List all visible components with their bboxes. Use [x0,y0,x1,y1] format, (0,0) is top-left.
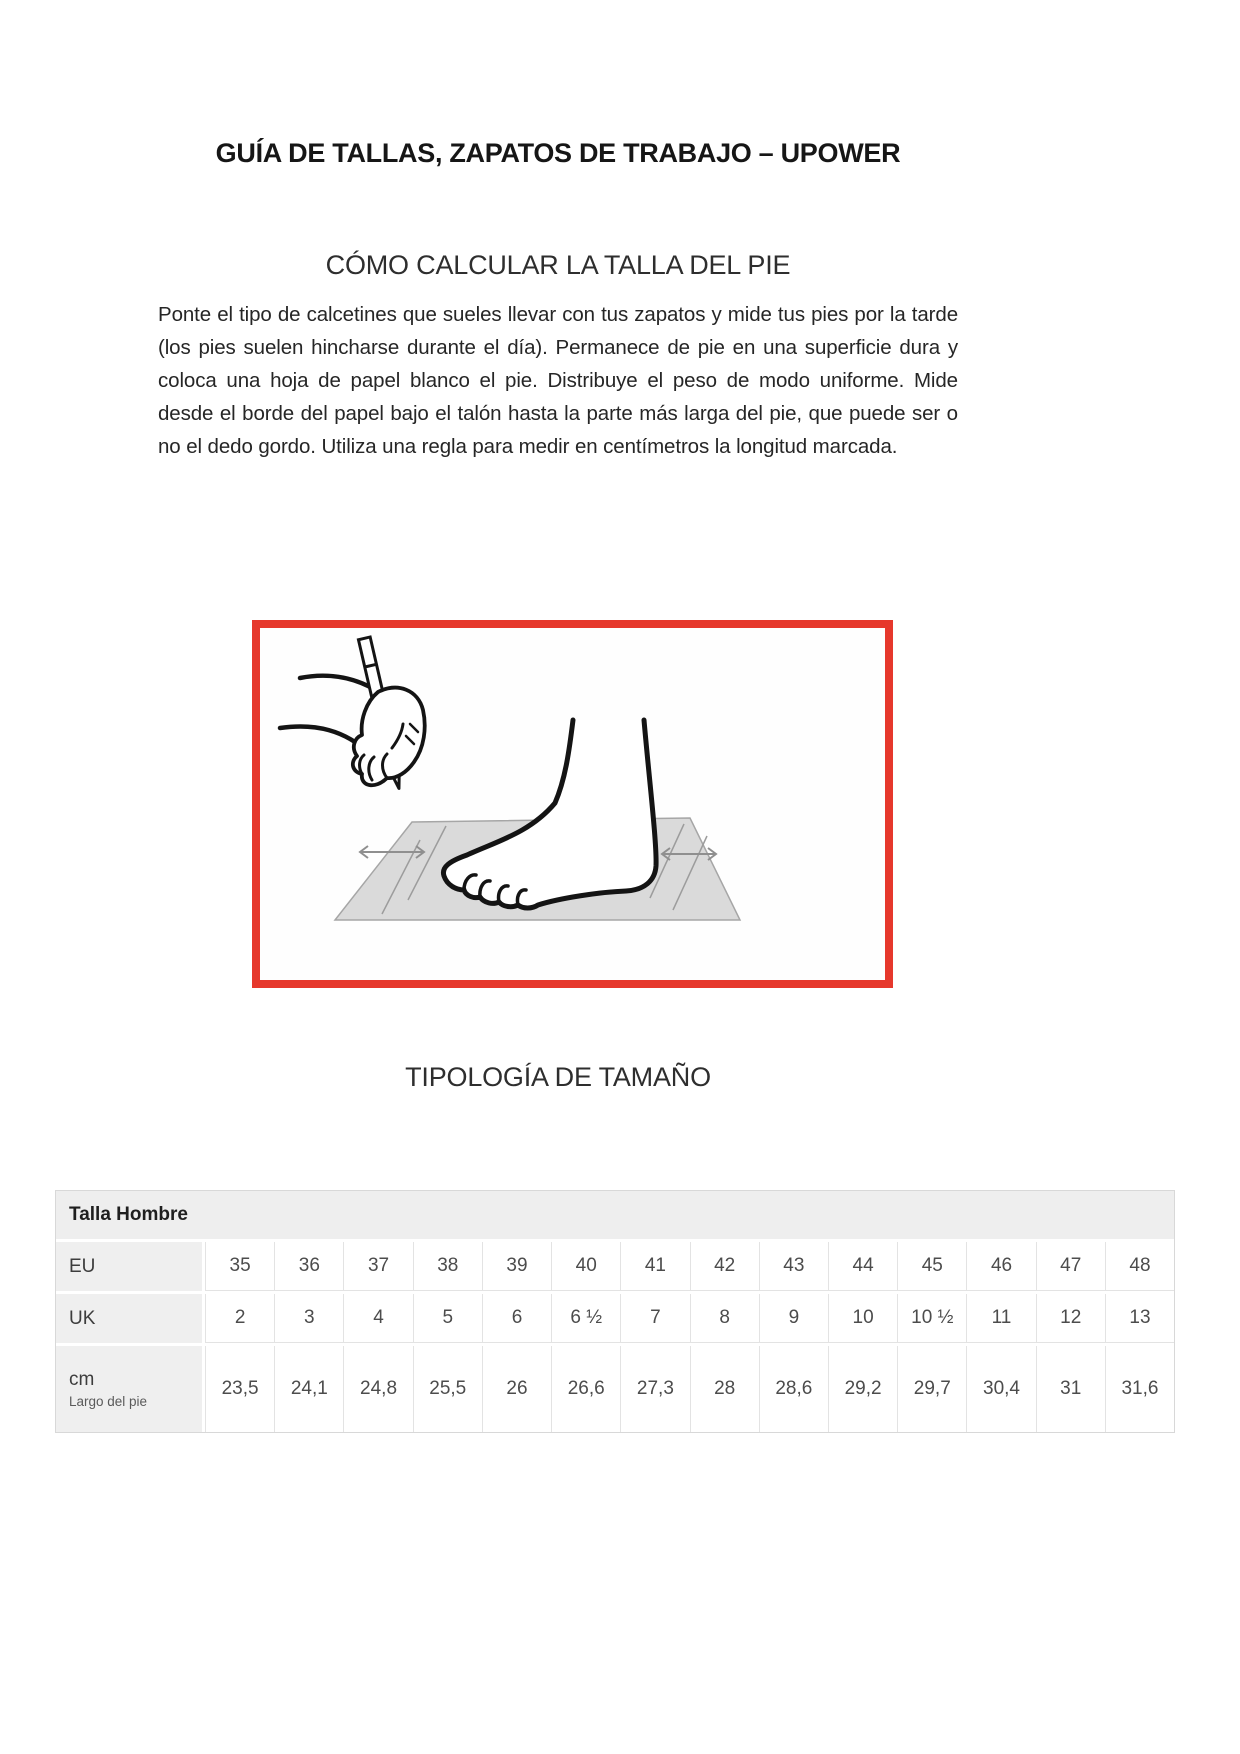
size-table-header: Talla Hombre [56,1191,1174,1239]
uk-size-cell: 8 [690,1294,759,1343]
uk-size-cell: 4 [343,1294,412,1343]
cm-size-cell: 24,8 [343,1346,412,1432]
uk-size-cell: 9 [759,1294,828,1343]
cm-size-cell: 27,3 [620,1346,689,1432]
row-sublabel-foot-length: Largo del pie [69,1394,148,1409]
row-label-uk: UK [56,1294,202,1343]
uk-size-cell: 5 [413,1294,482,1343]
eu-size-cell: 35 [205,1242,274,1291]
eu-size-cell: 44 [828,1242,897,1291]
uk-size-cell: 3 [274,1294,343,1343]
table-row-cm [56,1346,1174,1432]
page-title: GUÍA DE TALLAS, ZAPATOS DE TRABAJO – UPOWER [215,138,901,168]
eu-size-cell: 42 [690,1242,759,1291]
cm-size-cell: 26,6 [551,1346,620,1432]
foot-measuring-figure [252,620,893,988]
hand [353,688,425,786]
table-row-uk [56,1294,1174,1343]
eu-size-cell: 46 [966,1242,1035,1291]
eu-size-cell: 45 [897,1242,966,1291]
cm-size-cell: 29,7 [897,1346,966,1432]
section-heading-measure: CÓMO CALCULAR LA TALLA DEL PIE [325,250,791,280]
eu-size-cell: 36 [274,1242,343,1291]
cm-size-cell: 28 [690,1346,759,1432]
uk-size-cell: 6 [482,1294,551,1343]
cm-size-cell: 30,4 [966,1346,1035,1432]
eu-size-cell: 37 [343,1242,412,1291]
uk-size-cell: 7 [620,1294,689,1343]
eu-size-cell: 40 [551,1242,620,1291]
uk-size-cell: 10 [828,1294,897,1343]
eu-size-cell: 48 [1105,1242,1174,1291]
eu-size-cell: 41 [620,1242,689,1291]
cm-size-cell: 24,1 [274,1346,343,1432]
uk-size-cell: 2 [205,1294,274,1343]
eu-size-cell: 47 [1036,1242,1105,1291]
cm-size-cell: 23,5 [205,1346,274,1432]
cm-size-cell: 28,6 [759,1346,828,1432]
eu-size-cell: 43 [759,1242,828,1291]
cm-size-cell: 25,5 [413,1346,482,1432]
uk-size-cell: 6 ½ [551,1294,620,1343]
foot-tracing-illustration [260,628,885,980]
uk-size-cell: 13 [1105,1294,1174,1343]
eu-size-cell: 38 [413,1242,482,1291]
cm-size-cell: 29,2 [828,1346,897,1432]
foot-silhouette [443,720,656,908]
cm-size-cell: 31 [1036,1346,1105,1432]
uk-size-cell: 12 [1036,1294,1105,1343]
uk-size-cell: 11 [966,1294,1035,1343]
eu-size-cell: 39 [482,1242,551,1291]
table-row-eu [56,1242,1174,1291]
row-label-cm: cm Largo del pie [56,1346,202,1432]
section-heading-sizes: TIPOLOGÍA DE TAMAÑO [405,1062,711,1092]
size-table [55,1190,1175,1433]
cm-size-cell: 31,6 [1105,1346,1174,1432]
cm-size-cell: 26 [482,1346,551,1432]
measure-instructions: Ponte el tipo de calcetines que sueles llevar con tus zapatos y mide tus pies por la tarde (los pies suelen hincharse durante el día). Permanece de pie en una superficie dura y coloca una hoja de papel blanco el pie. Distribuye el peso de modo uniforme. Mide desde el borde del papel bajo el talón hasta la parte más larga del pie, que puede ser o no el dedo gordo. Utiliza una regla para medir en centímetros la longitud marcada. [158,303,958,458]
row-label-eu: EU [56,1242,202,1291]
uk-size-cell: 10 ½ [897,1294,966,1343]
